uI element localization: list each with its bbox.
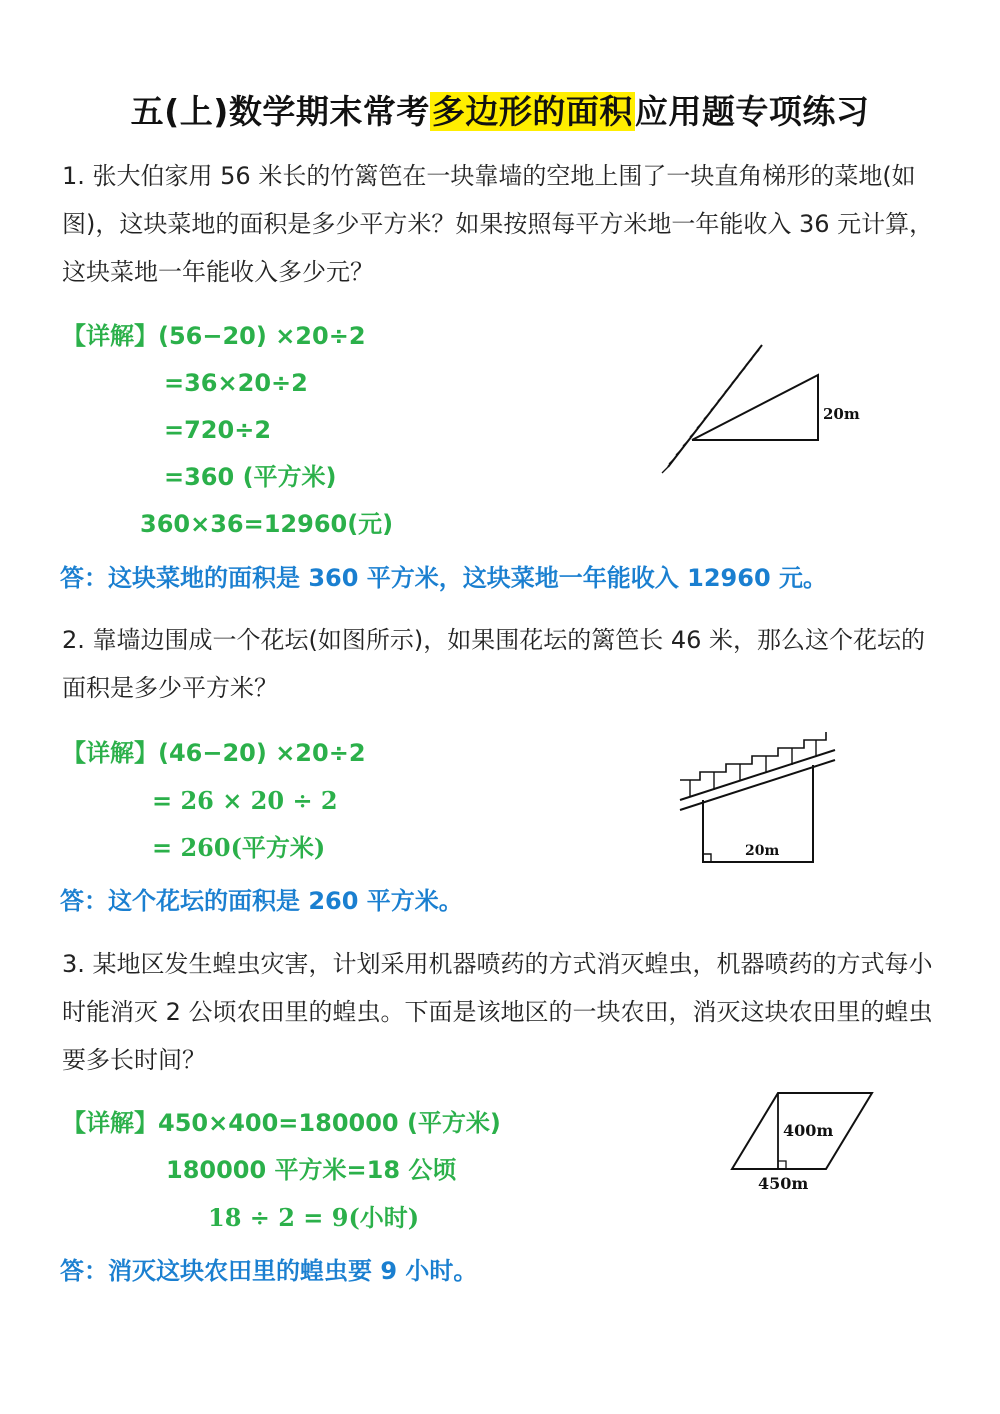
- problem-3-solution-line-1: [62, 1100, 501, 1147]
- parallelogram-figure: [720, 1085, 890, 1197]
- solution-text: (46−20) ×20÷2: [158, 739, 366, 767]
- problem-3-solution-line-3: 18 ÷ 2 = 9(小时): [208, 1203, 420, 1232]
- solution-label: 【详解】: [62, 1109, 158, 1137]
- flowerbed-figure: [670, 728, 845, 870]
- problem-1-solution-line-2: =36×20÷2: [164, 369, 308, 397]
- problem-2-solution-line-3: = 260(平方米): [152, 833, 326, 862]
- problem-3-solution-line-2: 180000 平方米=18 公顷: [166, 1156, 457, 1184]
- trapezoid-figure: [650, 335, 880, 485]
- solution-label: 【详解】: [62, 739, 158, 767]
- parallelogram-base-label: 450m: [758, 1174, 809, 1193]
- solution-text: 450×400=180000 (平方米): [158, 1109, 501, 1137]
- title-suffix: 应用题专项练习: [634, 92, 870, 131]
- parallelogram-height-label: 400m: [783, 1121, 834, 1140]
- problem-2-answer: 答：这个花坛的面积是 260 平方米。: [60, 887, 463, 915]
- title-highlight: 多边形的面积: [431, 92, 633, 131]
- problem-2-solution-line-2: = 26 × 20 ÷ 2: [152, 786, 338, 815]
- flowerbed-base-label: 20m: [745, 843, 780, 859]
- page-title: [0, 86, 1000, 133]
- problem-3-question: 3. 某地区发生蝗虫灾害，计划采用机器喷药的方式消灭蝗虫，机器喷药的方式每小时能消灭 2 公顷农田里的蝗虫。下面是该地区的一块农田，消灭这块农田里的蝗虫要多长时间？: [62, 950, 933, 1074]
- trapezoid-height-label: 20m: [823, 405, 860, 423]
- problem-1-solution-line-3: =720÷2: [164, 416, 272, 444]
- problem-1-solution-line-1: [62, 313, 366, 360]
- solution-label: 【详解】: [62, 322, 158, 350]
- title-prefix: 五(上)数学期末常考: [130, 92, 430, 131]
- problem-1-question: 1. 张大伯家用 56 米长的竹篱笆在一块靠墙的空地上围了一块直角梯形的菜地(如图)，这块菜地的面积是多少平方米？如果按照每平方米地一年能收入 36 元计算，这块菜地一年能收入多少元？: [62, 162, 934, 286]
- problem-2-question: 2. 靠墙边围成一个花坛(如图所示)，如果围花坛的篱笆长 46 米，那么这个花坛的面积是多少平方米？: [62, 626, 926, 702]
- problem-3-answer: 答：消灭这块农田里的蝗虫要 9 小时。: [60, 1257, 478, 1285]
- problem-1-solution-line-4: =360 (平方米): [164, 463, 337, 491]
- problem-1-solution-line-5: 360×36=12960(元): [140, 510, 394, 538]
- solution-text: (56−20) ×20÷2: [158, 322, 366, 350]
- problem-2-solution-line-1: [62, 730, 366, 777]
- problem-1-answer: 答：这块菜地的面积是 360 平方米，这块菜地一年能收入 12960 元。: [60, 564, 828, 592]
